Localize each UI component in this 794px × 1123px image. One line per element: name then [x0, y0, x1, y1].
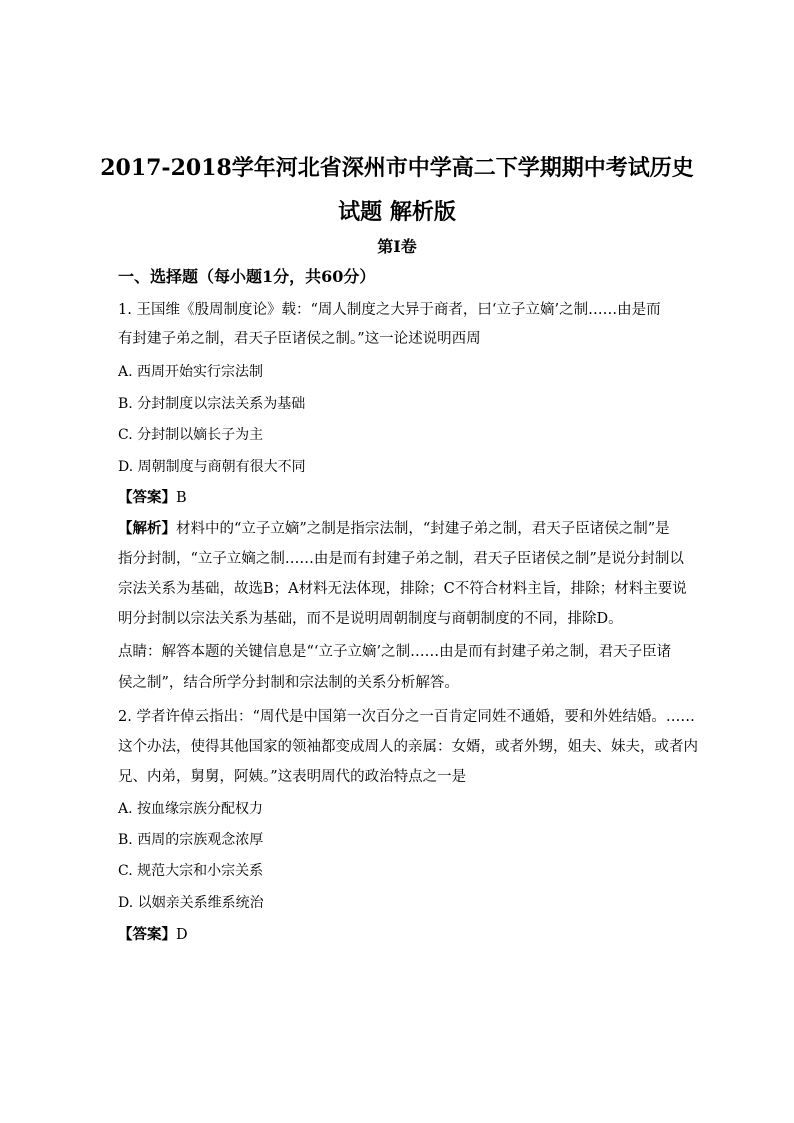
question-1-tip-line-1: 点睛：解答本题的关键信息是“‘立子立嫡’之制……由是而有封建子弟之制，君天子臣诸: [118, 644, 672, 660]
question-1-option-c: C. 分封制以嫡长子为主: [118, 427, 264, 443]
question-2-option-d: D. 以姻亲关系维系统治: [118, 895, 264, 911]
question-2-option-b: B. 西周的宗族观念浓厚: [118, 832, 264, 848]
question-1-stem-line-1: 1. 王国维《殷周制度论》载：“周人制度之大异于商者，曰‘立子立嫡’之制……由是而: [118, 302, 661, 318]
question-2-stem-line-2: 这个办法，使得其他国家的领袖都变成周人的亲属：女婿，或者外甥，姐夫、妹夫，或者内: [118, 739, 698, 755]
question-1-option-a: A. 西周开始实行宗法制: [118, 364, 264, 380]
question-2-stem-line-3: 兄、内弟，舅舅，阿姨。”这表明周代的政治特点之一是: [118, 769, 467, 785]
question-2-option-c: C. 规范大宗和小宗关系: [118, 863, 264, 879]
question-1-analysis-line-3: 宗法关系为基础，故选B；A材料无法体现，排除；C不符合材料主旨，排除；材料主要说: [118, 581, 687, 597]
answer-label: 【答案】: [118, 489, 176, 506]
question-1-option-d: D. 周朝制度与商朝有很大不同: [118, 459, 306, 475]
question-1-analysis-line-2: 指分封制，“立子立嫡之制……由是而有封建子弟之制，君天子臣诸侯之制”是说分封制以: [118, 551, 684, 567]
question-1-tip-line-2: 侯之制”，结合所学分封制和宗法制的关系分析解答。: [118, 675, 459, 691]
answer-label: 【答案】: [118, 926, 176, 943]
analysis-label: 【解析】: [118, 520, 176, 537]
document-title-line-1: 2017-2018学年河北省深州市中学高二下学期期中考试历史: [100, 155, 694, 181]
question-1-stem-line-2: 有封建子弟之制，君天子臣诸侯之制。”这一论述说明西周: [118, 331, 481, 347]
question-2-answer: [118, 924, 678, 946]
volume-heading: 第Ⅰ卷: [377, 237, 417, 256]
question-2-option-a: A. 按血缘宗族分配权力: [118, 801, 264, 817]
question-1-analysis-line-1: [118, 518, 678, 540]
question-2-stem-line-1: 2. 学者许倬云指出：“周代是中国第一次百分之一百肯定同姓不通婚，要和外姓结婚。……: [118, 709, 695, 725]
question-1-option-b: B. 分封制度以宗法关系为基础: [118, 396, 306, 412]
question-1-analysis-line-4: 明分封制以宗法关系为基础，而不是说明周朝制度与商朝制度的不同，排除D。: [118, 611, 623, 627]
answer-value: B: [176, 490, 187, 506]
question-1-answer: [118, 487, 678, 509]
answer-value: D: [176, 927, 188, 943]
section-heading: 一、选择题（每小题1分，共60分）: [118, 267, 376, 286]
analysis-text: 材料中的“立子立嫡”之制是指宗法制，“封建子弟之制，君天子臣诸侯之制”是: [176, 521, 670, 537]
document-title-line-2: 试题 解析版: [338, 199, 456, 225]
